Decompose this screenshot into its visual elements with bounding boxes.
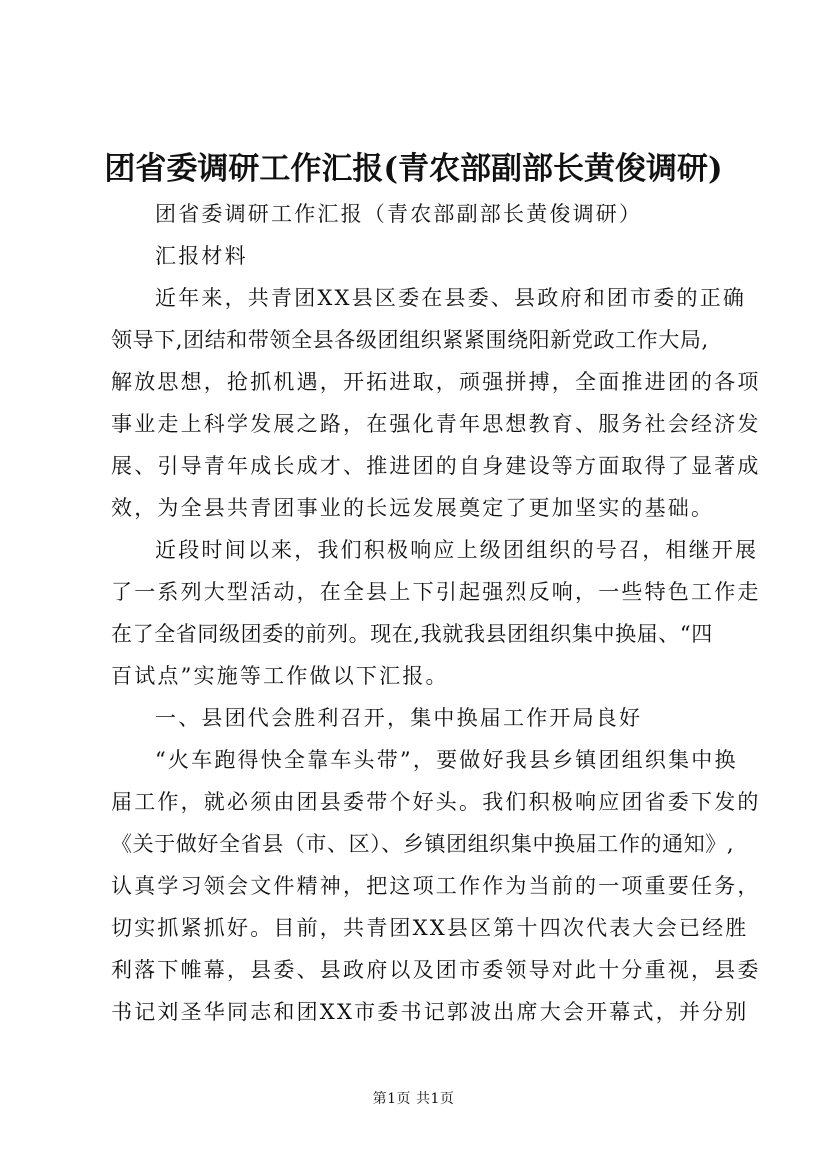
paragraph-line: 利落下帷幕，县委、县政府以及团市委领导对此十分重视，县委 [111, 958, 761, 982]
paragraph-line: 届工作，就必须由团县委带个好头。我们积极响应团省委下发的 [111, 790, 761, 814]
section-heading: 一、县团代会胜利召开，集中换届工作开局良好 [155, 706, 643, 730]
paragraph-line: 领导下,团结和带领全县各级团组织紧紧围绕阳新党政工作大局, [111, 328, 709, 352]
paragraph-line: 事业走上科学发展之路，在强化青年思想教育、服务社会经济发 [111, 412, 761, 436]
paragraph-line: 在了全省同级团委的前列。现在,我就我县团组织集中换届、“四 [111, 622, 713, 646]
paragraph-line: 切实抓紧抓好。目前，共青团XX县区第十四次代表大会已经胜 [111, 916, 749, 940]
paragraph-line: 近年来，共青团XX县区委在县委、县政府和团市委的正确 [155, 286, 747, 310]
document-title: 团省委调研工作汇报(青农部副部长黄俊调研) [104, 151, 723, 187]
paragraph-line: 书记刘圣华同志和团XX市委书记郭波出席大会开幕式，并分别 [111, 1000, 749, 1024]
paragraph-line: 《关于做好全省县（市、区）、乡镇团组织集中换届工作的通知》, [111, 832, 735, 856]
paragraph-line: “火车跑得快全靠车头带”，要做好我县乡镇团组织集中换 [155, 748, 738, 772]
page-number: 第1页 共1页 [372, 1091, 455, 1107]
paragraph-line: 效，为全县共青团事业的长远发展奠定了更加坚实的基础。 [111, 496, 715, 520]
paragraph-line: 解放思想，抢抓机遇，开拓进取，顽强拼搏，全面推进团的各项 [111, 370, 761, 394]
document-body [111, 202, 761, 1042]
paragraph-line: 展、引导青年成长成才、推进团的自身建设等方面取得了显著成 [111, 454, 761, 478]
paragraph-line: 团省委调研工作汇报（青农部副部长黄俊调研） [155, 202, 643, 226]
paragraph-line: 了一系列大型活动，在全县上下引起强烈反响，一些特色工作走 [111, 580, 761, 604]
paragraph-line: 近段时间以来，我们积极响应上级团组织的号召，相继开展 [155, 538, 759, 562]
paragraph-line: 认真学习领会文件精神，把这项工作作为当前的一项重要任务， [111, 874, 761, 898]
paragraph-line: 汇报材料 [155, 244, 248, 268]
paragraph-line: 百试点”实施等工作做以下汇报。 [111, 664, 449, 688]
